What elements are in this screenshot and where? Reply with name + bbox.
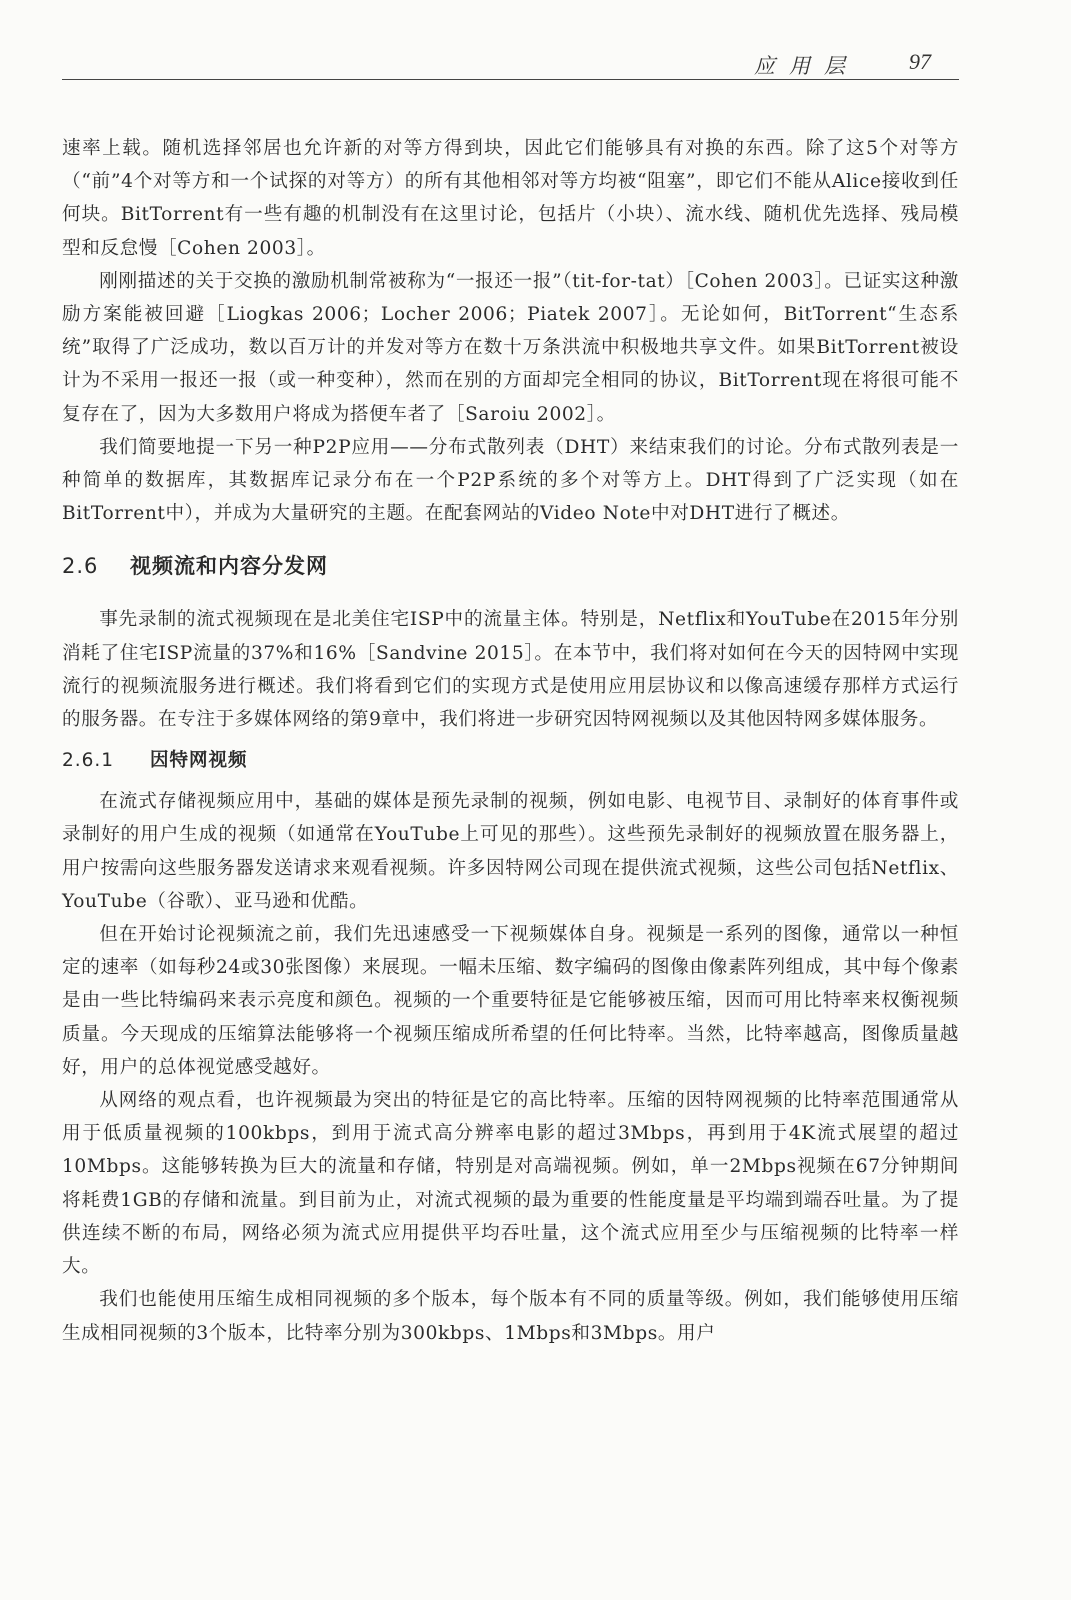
page-body [62, 132, 959, 1350]
paragraph-continued: 速率上载。随机选择邻居也允许新的对等方得到块，因此它们能够具有对换的东西。除了这5个对等方（“前”4个对等方和一个试探的对等方）的所有其他相邻对等方均被“阻塞”，即它们不能从Alice接收到任何块。BitTorrent有一些有趣的机制没有在这里讨论，包括片（小块）、流水线、随机优先选择、残局模型和反怠慢［Cohen 2003］。 [62, 138, 959, 259]
running-head [62, 44, 959, 80]
paragraph-tit-for-tat: 刚刚描述的关于交换的激励机制常被称为“一报还一报”（tit-for-tat）［Cohen 2003］。已证实这种激励方案能被回避［Liogkas 2006；Locher 2006；Piatek 2007］。无论如何，BitTorrent“生态系统”取得了广泛成功，数以百万计的并发对等方在数十万条洪流中积极地共享文件。如果BitTorrent被设计为不采用一报还一报（或一种变种），然而在别的方面却完全相同的协议，BitTorrent现在将很可能不复存在了，因为大多数用户将成为搭便车者了［Saroiu 2002］。 [62, 270, 959, 425]
subsection-heading [62, 744, 959, 777]
paragraph-video-media: 但在开始讨论视频流之前，我们先迅速感受一下视频媒体自身。视频是一系列的图像，通常以一种恒定的速率（如每秒24或30张图像）来展现。一幅未压缩、数字编码的图像由像素阵列组成，其中每个像素是由一些比特编码来表示亮度和颜色。视频的一个重要特征是它能够被压缩，因而可用比特率来权衡视频质量。今天现成的压缩算法能够将一个视频压缩成所希望的任何比特率。当然，比特率越高，图像质量越好，用户的总体视觉感受越好。 [62, 924, 959, 1078]
page-number: 97 [909, 49, 931, 74]
paragraph-bit-rate: 从网络的观点看，也许视频最为突出的特征是它的高比特率。压缩的因特网视频的比特率范围通常从用于低质量视频的100kbps，到用于流式高分辨率电影的超过3Mbps，再到用于4K流式展望的超过10Mbps。这能够转换为巨大的流量和存储，特别是对高端视频。例如，单一2Mbps视频在67分钟期间将耗费1GB的存储和流量。到目前为止，对流式视频的最为重要的性能度量是平均端到端吞吐量。为了提供连续不断的布局，网络必须为流式应用提供平均吞吐量，这个流式应用至少与压缩视频的比特率一样大。 [62, 1090, 959, 1278]
section-title: 视频流和内容分发网 [130, 554, 328, 579]
section-heading [62, 550, 959, 583]
paragraph-dht: 我们简要地提一下另一种P2P应用——分布式散列表（DHT）来结束我们的讨论。分布式散列表是一种简单的数据库，其数据库记录分布在一个P2P系统的多个对等方上。DHT得到了广泛实现（如在BitTorrent中），并成为大量研究的主题。在配套网站的Video Note中对DHT进行了概述。 [62, 436, 959, 525]
paragraph-stored-video: 在流式存储视频应用中，基础的媒体是预先录制的视频，例如电影、电视节目、录制好的体育事件或录制好的用户生成的视频（如通常在YouTube上可见的那些）。这些预先录制好的视频放置在服务器上，用户按需向这些服务器发送请求来观看视频。许多因特网公司现在提供流式视频，这些公司包括Netflix、YouTube（谷歌）、亚马逊和优酷。 [62, 791, 959, 912]
subsection-number: 2.6.1 [62, 750, 115, 772]
subsection-title: 因特网视频 [150, 750, 248, 772]
running-head-title: 应用层 [754, 54, 859, 78]
paragraph-video-traffic: 事先录制的流式视频现在是北美住宅ISP中的流量主体。特别是，Netflix和YouTube在2015年分别消耗了住宅ISP流量的37%和16%［Sandvine 2015］。在本节中，我们将对如何在今天的因特网中实现流行的视频流服务进行概述。我们将看到它们的实现方式是使用应用层协议和以像高速缓存那样方式运行的服务器。在专注于多媒体网络的第9章中，我们将进一步研究因特网视频以及其他因特网多媒体服务。 [62, 609, 959, 731]
section-number: 2.6 [62, 554, 99, 579]
paragraph-multiple-versions: 我们也能使用压缩生成相同视频的多个版本，每个版本有不同的质量等级。例如，我们能够使用压缩生成相同视频的3个版本，比特率分别为300kbps、1Mbps和3Mbps。用户 [62, 1289, 959, 1344]
